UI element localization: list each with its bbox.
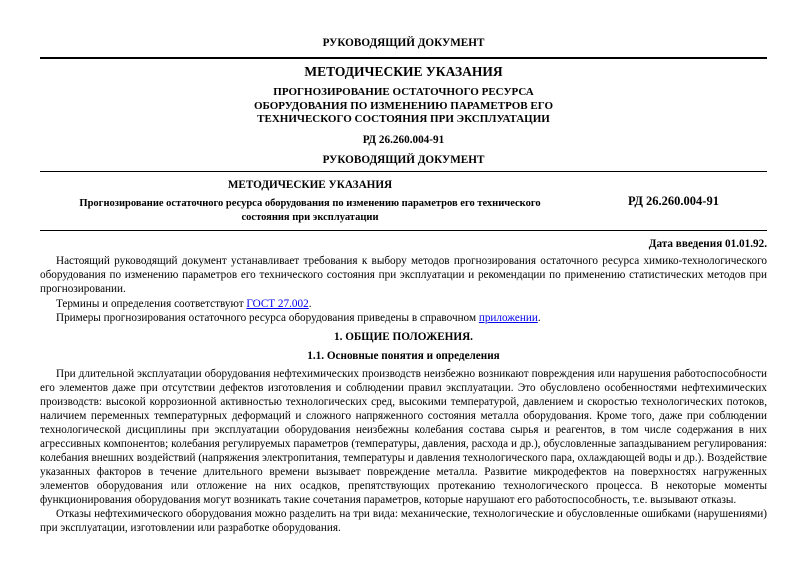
- title-block-name-line: Прогнозирование остаточного ресурса оборудования по изменению параметров его технического: [79, 198, 541, 209]
- document-code: РД 26.260.004-91: [362, 134, 445, 146]
- terms-paragraph: [40, 297, 767, 311]
- terms-text: Термины и определения соответствуют: [56, 298, 247, 310]
- section-subheading: 1.1. Основные понятия и определения: [307, 350, 500, 362]
- examples-suffix: .: [537, 312, 541, 324]
- title-block-bottom-rule: [40, 230, 767, 231]
- introduction-date: Дата введения 01.01.92.: [648, 238, 767, 250]
- title-block-code: РД 26.260.004-91: [628, 194, 719, 208]
- subtitle-line: ОБОРУДОВАНИЯ ПО ИЗМЕНЕНИЮ ПАРАМЕТРОВ ЕГО: [253, 99, 554, 112]
- subtitle: [40, 86, 767, 127]
- subtitle-line: ТЕХНИЧЕСКОГО СОСТОЯНИЯ ПРИ ЭКСПЛУАТАЦИИ: [257, 113, 550, 125]
- document-type-title: РУКОВОДЯЩИЙ ДОКУМЕНТ: [322, 37, 485, 49]
- title-block-label: МЕТОДИЧЕСКИЕ УКАЗАНИЯ: [227, 179, 393, 191]
- examples-text: Примеры прогнозирования остаточного ресурса оборудования приведены в справочном: [56, 312, 479, 324]
- main-title: МЕТОДИЧЕСКИЕ УКАЗАНИЯ: [304, 64, 503, 79]
- subtitle-line: ПРОГНОЗИРОВАНИЕ ОСТАТОЧНОГО РЕСУРСА: [273, 86, 534, 98]
- second-title: РУКОВОДЯЩИЙ ДОКУМЕНТ: [322, 154, 485, 166]
- section-paragraph: Отказы нефтехимического оборудования можно разделить на три вида: механические, технологические и обусловленные ошибками (нарушениями) при эксплуатации, изготовлении или разработке оборудования.: [40, 508, 767, 534]
- terms-suffix: .: [308, 298, 312, 310]
- header-divider: [40, 57, 767, 59]
- title-block-name-line: состояния при эксплуатации: [241, 212, 379, 223]
- section-heading: 1. ОБЩИЕ ПОЛОЖЕНИЯ.: [334, 331, 473, 343]
- section-paragraph: При длительной эксплуатации оборудования нефтехимических производств неизбежно возникают повреждения или нарушения работоспособности его элементов даже при отсутствии дефектов изготовления и соблюдении правил эксплуатации. Это обусловлено особенностями нефтехимических производств: высокой коррозионной активностью технологических сред, высокими температурой, давлением и скоростью технологических потоков, наличием переменных температурных деформаций и сложного напряженного состояния металла оборудования. Кроме того, даже при соблюдении технологической дисциплины при эксплуатации оборудования неизбежны колебания состава сырья и реагентов, в том числе содержания в них агрессивных компонентов; колебания регулируемых параметров (температуры, давления, расхода и др.), обусловленные запаздыванием регулирования: колебания внешних воздействий (напряжения электропитания, температуры и давления технологического пара, охлаждающей воды и др.). Воздействие указанных факторов в течение длительного времени вызывает повреждение металла. Развитие микродефектов на поверхностях нагруженных элементов оборудования или отложение на них осадков, препятствующих протеканию технологического процесса. В некоторые моменты функционирования оборудования могут возникать такие сочетания параметров, которые нарушают его работоспособность, т.е. вызывают отказы.: [40, 368, 767, 506]
- appendix-link[interactable]: приложении: [478, 312, 538, 324]
- intro-paragraph: Настоящий руководящий документ устанавливает требования к выбору методов прогнозирования остаточного ресурса химико-технологического оборудования по изменению параметров его технического состояния при эксплуатации и рекомендации по применению статистических методов при прогнозировании.: [40, 255, 767, 295]
- examples-paragraph: [40, 311, 767, 325]
- gost-link[interactable]: ГОСТ 27.002: [246, 298, 309, 310]
- title-block-name: [40, 197, 580, 225]
- title-block-top-rule: [40, 171, 767, 172]
